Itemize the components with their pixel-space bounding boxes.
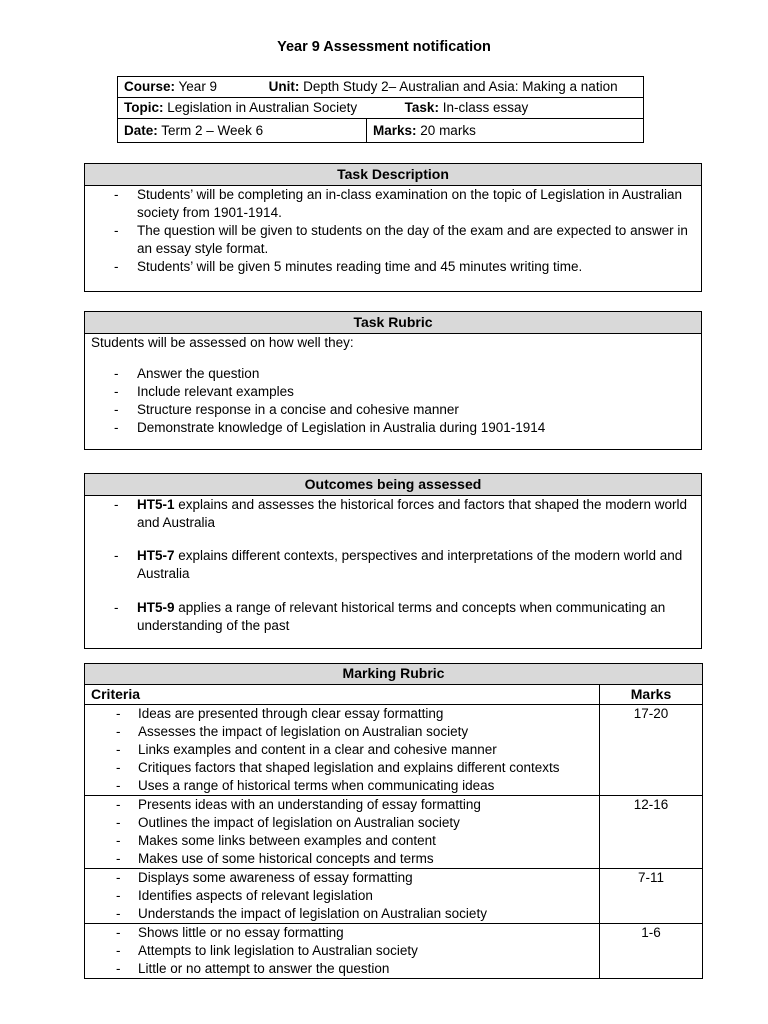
list-item: - Demonstrate knowledge of Legislation in Australia during 1901-1914 [85, 419, 701, 437]
table-row [85, 924, 703, 979]
task-rubric-heading: Task Rubric [85, 312, 701, 334]
task-rubric-list [85, 365, 701, 437]
outcome-text: explains different contexts, perspectives and interpretations of the modern world and Australia [137, 548, 683, 581]
criteria-cell [85, 796, 600, 869]
list-item: - Students’ will be completing an in-class examination on the topic of Legislation in Australian society from 1901-1914. [85, 186, 701, 222]
info-table [117, 76, 644, 143]
outcomes-list [85, 496, 701, 635]
page-title: Year 9 Assessment notification [277, 39, 491, 55]
list-item: - Links examples and content in a clear and cohesive manner [85, 741, 599, 759]
task-value: In-class essay [442, 100, 529, 115]
outcome-text: explains and assesses the historical forces and factors that shaped the modern world and Australia [137, 497, 688, 530]
marking-rubric-heading-row [85, 664, 703, 685]
list-item: - Critiques factors that shaped legislation and explains different contexts [85, 759, 599, 777]
criteria-cell [85, 924, 600, 979]
list-item: - Attempts to link legislation to Australian society [85, 942, 599, 960]
topic-value: Legislation in Australian Society [167, 100, 358, 115]
marks-cell: 1-6 [600, 924, 703, 979]
unit-value: Depth Study 2– Australian and Asia: Making a nation [303, 79, 618, 94]
marks-cell: 7-11 [600, 869, 703, 924]
outcomes-box [84, 473, 702, 649]
outcome-item [85, 496, 701, 532]
marking-rubric-table [84, 663, 703, 979]
list-item: - Presents ideas with an understanding of essay formatting [85, 796, 599, 814]
list-item: - Include relevant examples [85, 383, 701, 401]
marks-label: Marks: [373, 123, 417, 138]
marks-value: 20 marks [420, 123, 476, 138]
list-item: - Shows little or no essay formatting [85, 924, 599, 942]
date-cell [118, 119, 367, 143]
marks-cell [367, 119, 644, 143]
unit-label: Unit: [268, 79, 300, 94]
task-description-box [84, 163, 702, 292]
info-row-date-marks [118, 119, 644, 143]
topic-label: Topic: [124, 100, 164, 115]
list-item: - The question will be given to students on the day of the exam and are expected to answer in an essay style format. [85, 222, 701, 258]
list-item: - Answer the question [85, 365, 701, 383]
marks-cell: 12-16 [600, 796, 703, 869]
task-rubric-intro: Students will be assessed on how well they: [91, 335, 354, 350]
course-value: Year 9 [178, 79, 218, 94]
task-label: Task: [404, 100, 439, 115]
marking-rubric-heading: Marking Rubric [85, 664, 703, 685]
date-value: Term 2 – Week 6 [161, 123, 264, 138]
outcome-code: HT5-9 [137, 600, 175, 615]
outcome-item [85, 547, 701, 583]
list-item: - Assesses the impact of legislation on Australian society [85, 723, 599, 741]
outcome-item [85, 599, 701, 635]
task-description-list [85, 186, 701, 276]
outcome-text: applies a range of relevant historical terms and concepts when communicating an understanding of the past [137, 600, 666, 633]
list-item: - Makes use of some historical concepts and terms [85, 850, 599, 868]
marks-header: Marks [600, 685, 703, 705]
list-item: - Students’ will be given 5 minutes reading time and 45 minutes writing time. [85, 258, 701, 276]
list-item: - Understands the impact of legislation on Australian society [85, 905, 599, 923]
criteria-cell [85, 869, 600, 924]
list-item: - Structure response in a concise and cohesive manner [85, 401, 701, 419]
course-unit-cell [118, 77, 644, 98]
list-item: - Little or no attempt to answer the question [85, 960, 599, 978]
list-item: - Displays some awareness of essay formatting [85, 869, 599, 887]
outcome-code: HT5-7 [137, 548, 175, 563]
info-row-topic-task [118, 98, 644, 119]
list-item: - Identifies aspects of relevant legislation [85, 887, 599, 905]
task-rubric-box [84, 311, 702, 450]
list-item: - Ideas are presented through clear essay formatting [85, 705, 599, 723]
topic-task-cell [118, 98, 644, 119]
table-row [85, 796, 703, 869]
list-item: - Outlines the impact of legislation on Australian society [85, 814, 599, 832]
marks-cell: 17-20 [600, 705, 703, 796]
list-item: - Uses a range of historical terms when communicating ideas [85, 777, 599, 795]
info-row-course-unit [118, 77, 644, 98]
table-row [85, 705, 703, 796]
criteria-cell [85, 705, 600, 796]
task-description-heading: Task Description [85, 164, 701, 186]
outcomes-heading: Outcomes being assessed [85, 474, 701, 496]
table-row [85, 869, 703, 924]
criteria-header: Criteria [85, 685, 600, 705]
marking-rubric-column-headers [85, 685, 703, 705]
date-label: Date: [124, 123, 158, 138]
course-label: Course: [124, 79, 176, 94]
list-item: - Makes some links between examples and content [85, 832, 599, 850]
outcome-code: HT5-1 [137, 497, 175, 512]
